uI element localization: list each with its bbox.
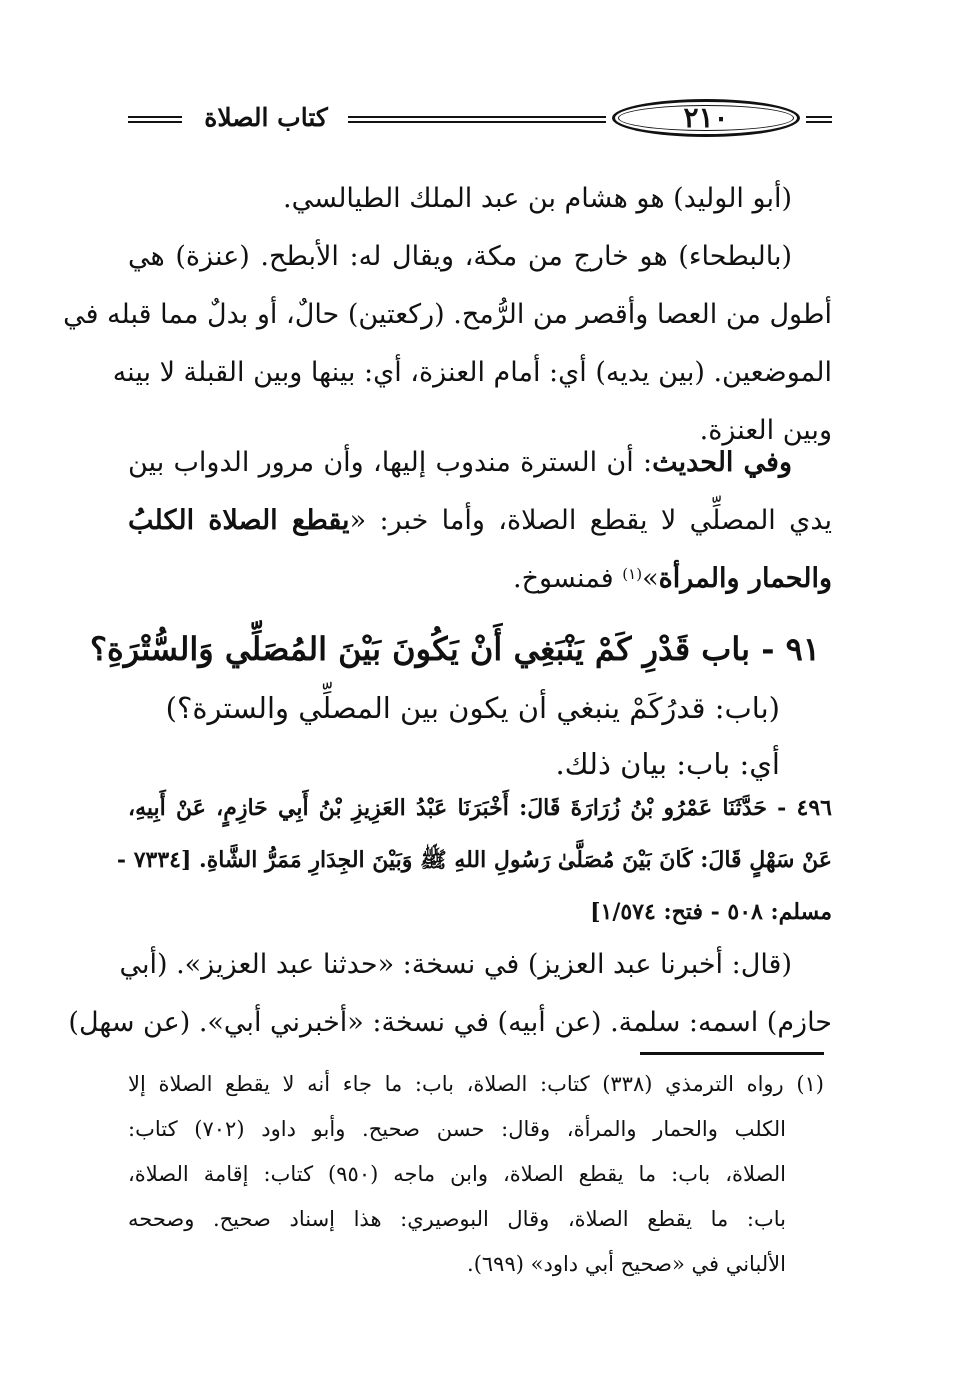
bold-lead: وفي الحديث	[652, 447, 792, 478]
text-line: حازم) اسمه: سلمة. (عن أبيه) في نسخة: «أخبرني أبي». (عن سهل)	[68, 1007, 832, 1038]
hadith-line: ٤٩٦ - حَدَّثَنَا عَمْرُو بْنُ زُرَارَةَ قَالَ: أَخْبَرَنَا عَبْدُ العَزِيزِ بْنُ أَبِي حَازِمٍ، عَنْ أَبِيهِ،	[128, 795, 832, 821]
hadith-line: عَنْ سَهْلٍ قَالَ: كَانَ بَيْنَ مُصَلَّىٰ رَسُولِ اللهِ ﷺ وَبَيْنَ الجِدَارِ مَمَرُّ الشَّاةِ. [٧٣٣٤ -	[116, 847, 832, 873]
footnote-separator	[640, 1052, 824, 1055]
footnote-line: باب: ما يقطع الصلاة، وقال البوصيري: هذا إسناد صحيح. وصححه	[128, 1207, 786, 1231]
header-rule-right	[806, 116, 832, 123]
bold-quote: والحمار والمرأة	[658, 563, 832, 594]
text-span: فمنسوخ.	[513, 563, 623, 594]
text-line	[128, 434, 832, 492]
quote-mark: »	[642, 563, 659, 594]
text-line: (أبو الوليد) هو هشام بن عبد الملك الطيالسي.	[283, 183, 792, 214]
paragraph-abu-al-walid	[128, 170, 832, 228]
text-span: : أن السترة مندوب إليها، وأن مرور الدواب بين	[128, 447, 653, 478]
footnote-line: الكلب والحمار والمرأة، وقال: حسن صحيح. وأبو داود (٧٠٢) كتاب:	[128, 1117, 786, 1141]
text-line: (بالبطحاء) هو خارج من مكة، ويقال له: الأبطح. (عنزة) هي	[128, 241, 792, 272]
text-span: يدي المصلِّي لا يقطع الصلاة، وأما خبر: «	[349, 505, 833, 536]
paragraph-bathaa	[63, 228, 832, 460]
footnote-line: (١) رواه الترمذي (٣٣٨) كتاب: الصلاة، باب: ما جاء أنه لا يقطع الصلاة إلا	[128, 1072, 824, 1096]
book-title: كتاب الصلاة	[204, 103, 328, 132]
text-line	[128, 550, 832, 608]
header-rule-middle	[348, 116, 606, 123]
text-line	[128, 492, 832, 550]
paragraph-commentary	[68, 936, 832, 1052]
text-line: (قال: أخبرنا عبد العزيز) في نسخة: «حدثنا عبد العزيز». (أبي	[119, 949, 792, 980]
bold-quote: يقطع الصلاة الكلبُ	[128, 505, 350, 536]
paragraph-hadith-lessons	[128, 434, 832, 608]
footnote-line: الألباني في «صحيح أبي داود» (٦٩٩).	[467, 1252, 786, 1276]
footnote-ref: (١)	[622, 565, 643, 583]
chapter-explanation: أي: باب: بيان ذلك.	[555, 747, 780, 781]
footnote-line: الصلاة، باب: ما يقطع الصلاة، وابن ماجه (٩٥٠) كتاب: إقامة الصلاة،	[128, 1162, 786, 1186]
text-line: الموضعين. (بين يديه) أي: أمام العنزة، أي: بينها وبين القبلة لا بينه	[112, 357, 832, 388]
chapter-heading: ٩١ - باب قَدْرِ كَمْ يَنْبَغِي أَنْ يَكُونَ بَيْنَ المُصَلِّي وَالسُّتْرَةِ؟	[89, 630, 820, 668]
header-rule-left	[128, 116, 182, 123]
running-header	[128, 96, 832, 142]
text-line: أطول من العصا وأقصر من الرُّمح. (ركعتين) حالٌ، أو بدلٌ مما قبله في	[63, 299, 832, 330]
hadith-text	[116, 782, 832, 938]
hadith-line: مسلم: ٥٠٨ - فتح: ١/٥٧٤]	[590, 899, 832, 925]
text-line: وبين العنزة.	[699, 415, 832, 446]
footnote	[128, 1062, 824, 1287]
page-number: ٢١٠	[612, 99, 800, 137]
chapter-subheading: (باب: قدرُكَمْ ينبغي أن يكون بين المصلِّي والسترة؟)	[165, 691, 780, 725]
